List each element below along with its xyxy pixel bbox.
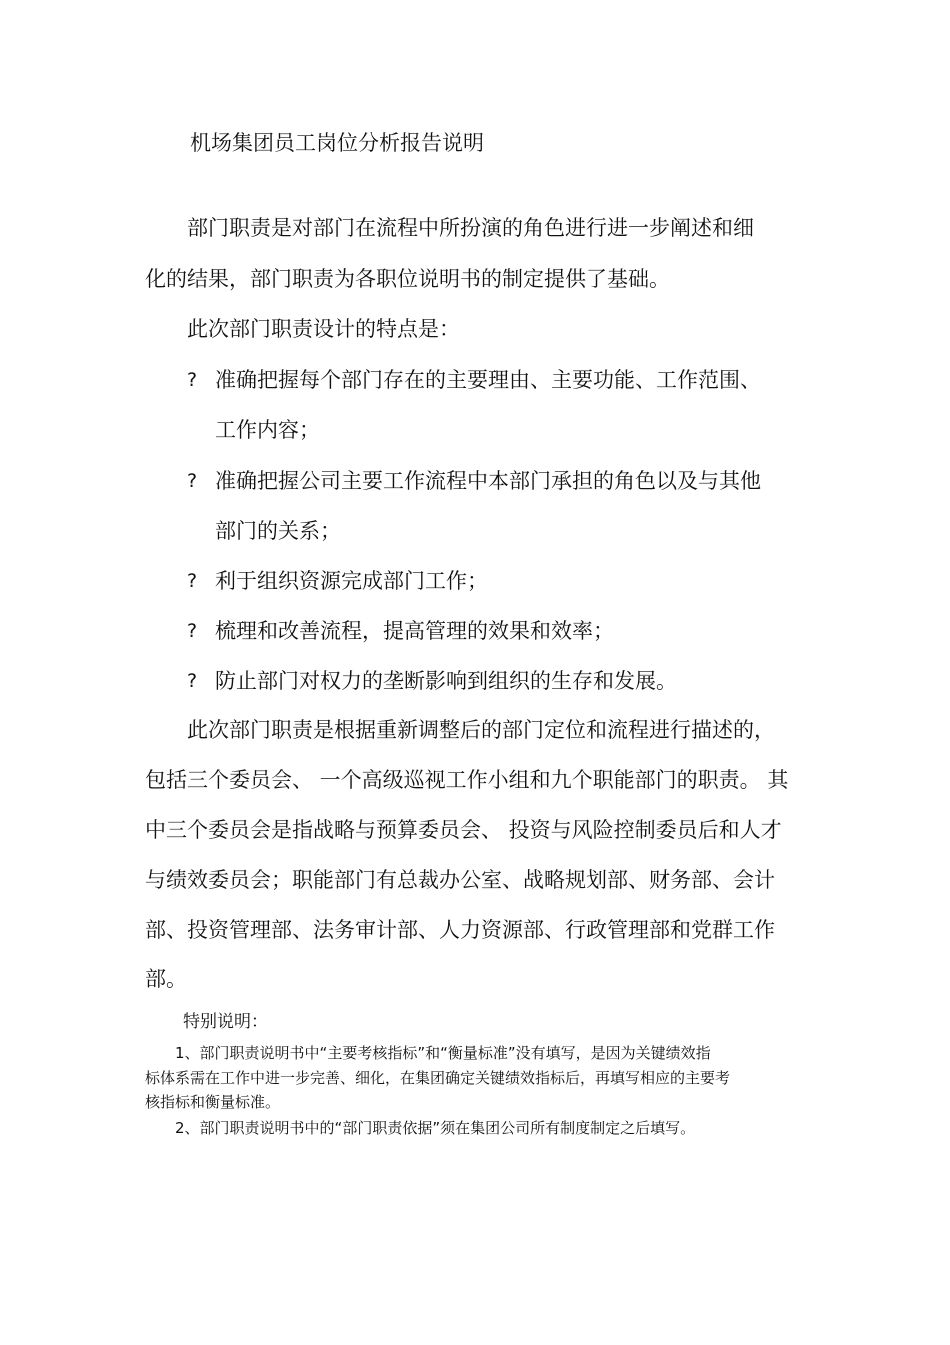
bullet-marker-5: ?: [187, 670, 198, 692]
bullet-marker-3: ?: [187, 570, 198, 592]
note-1-line-2: 标体系需在工作中进一步完善、细化，在集团确定关键绩效指标后，再填写相应的主要考: [145, 1069, 731, 1087]
note-1-line-1: 1、部门职责说明书中“主要考核指标”和“衡量标准”没有填写，是因为关键绩效指: [175, 1044, 711, 1062]
paragraph-2-line-6: 部。: [145, 967, 187, 991]
paragraph-1-line-1: 部门职责是对部门在流程中所扮演的角色进行进一步阐述和细: [187, 216, 754, 240]
bullet-3-line-1: 利于组织资源完成部门工作；: [215, 569, 488, 593]
paragraph-2-line-4: 与绩效委员会；职能部门有总裁办公室、战略规划部、财务部、会计: [145, 868, 775, 892]
notes-heading: 特别说明：: [183, 1012, 268, 1032]
bullet-2-line-1: 准确把握公司主要工作流程中本部门承担的角色以及与其他: [215, 469, 761, 493]
page-title: 机场集团员工岗位分析报告说明: [190, 131, 484, 155]
note-2: 2、部门职责说明书中的“部门职责依据”须在集团公司所有制度制定之后填写。: [175, 1119, 696, 1137]
note-1-line-3: 核指标和衡量标准。: [145, 1093, 281, 1111]
bullet-5-line-1: 防止部门对权力的垄断影响到组织的生存和发展。: [215, 669, 677, 693]
paragraph-2-line-3: 中三个委员会是指战略与预算委员会、 投资与风险控制委员后和人才: [145, 818, 782, 842]
bullet-2-line-2: 部门的关系；: [215, 519, 341, 543]
bullet-marker-1: ?: [187, 369, 198, 391]
paragraph-2-line-1: 此次部门职责是根据重新调整后的部门定位和流程进行描述的，: [187, 718, 775, 742]
features-intro: 此次部门职责设计的特点是：: [187, 317, 460, 341]
bullet-1-line-2: 工作内容；: [215, 418, 320, 442]
bullet-marker-4: ?: [187, 620, 198, 642]
bullet-1-line-1: 准确把握每个部门存在的主要理由、主要功能、工作范围、: [215, 368, 761, 392]
bullet-4-line-1: 梳理和改善流程，提高管理的效果和效率；: [215, 619, 614, 643]
bullet-marker-2: ?: [187, 470, 198, 492]
paragraph-2-line-5: 部、投资管理部、法务审计部、人力资源部、行政管理部和党群工作: [145, 918, 775, 942]
paragraph-2-line-2: 包括三个委员会、 一个高级巡视工作小组和九个职能部门的职责。 其: [145, 768, 789, 792]
paragraph-1-line-2: 化的结果，部门职责为各职位说明书的制定提供了基础。: [145, 267, 670, 291]
